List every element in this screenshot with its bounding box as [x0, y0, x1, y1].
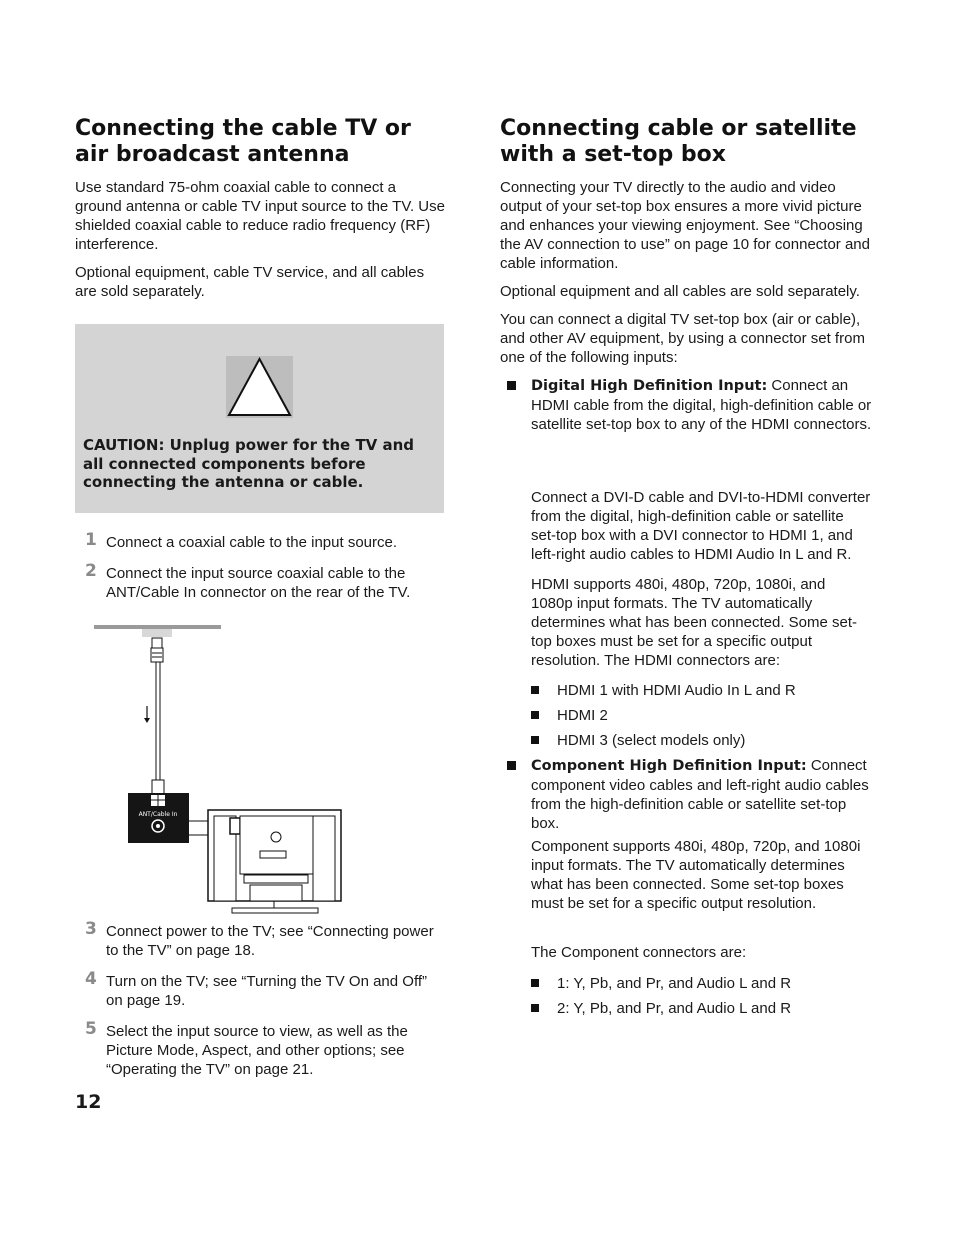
step-text: Connect a coaxial cable to the input source. — [106, 534, 398, 551]
hdmi-input-bullet — [507, 376, 875, 434]
page-number: 12 — [75, 1091, 102, 1113]
right-column — [500, 116, 872, 376]
step-text: Connect power to the TV; see “Connecting power to the TV” on page 18. — [106, 923, 434, 959]
component-connector-item: 1: Y, Pb, and Pr, and Audio L and R — [531, 974, 871, 993]
antenna-source-bar — [94, 625, 221, 629]
step-3 — [85, 919, 445, 960]
ant-cable-in-label: ANT/Cable In — [138, 811, 178, 818]
antenna-intro-paragraph: Use standard 75-ohm coaxial cable to connect a ground antenna or cable TV input source to the TV. Use shielded coaxial cable to reduce radio frequency (RF) interference. — [75, 179, 445, 253]
component-formats-paragraph: Component supports 480i, 480p, 720p, and 1080i input formats. The TV automatically determines what has been connected. Some set-top boxes must be set for a specific output resolution. — [531, 838, 861, 912]
step-2 — [85, 561, 445, 602]
coax-connector-bottom — [152, 780, 164, 794]
tv-rear-illustration — [208, 810, 341, 913]
hdmi-connector-item: HDMI 2 — [531, 706, 871, 725]
bullet-square-icon — [507, 761, 516, 770]
hdmi-dvi-paragraph: Connect a DVI-D cable and DVI-to-HDMI converter from the digital, high-definition cable or satellite set-top box with a DVI connector to HDMI 1, and left-right audio cables to HDMI Audio In L and R. — [531, 489, 871, 563]
antenna-connection-diagram — [90, 620, 350, 920]
hdmi-formats-paragraph: HDMI supports 480i, 480p, 720p, 1080i, and 1080p input formats. The TV automatically determines what has been connected. Some set-top boxes must be set for a specific output resolution. The HDMI connectors are: — [531, 576, 858, 669]
step-1 — [85, 530, 445, 552]
hdmi-input-label: Digital High Definition Input: — [531, 378, 768, 394]
warning-triangle-icon — [226, 356, 293, 418]
set-top-intro-paragraph: Connecting your TV directly to the audio and video output of your set-top box ensures a more vivid picture and enhances your viewing enjoyment. See “Choosing the AV connection to use” on page 10 for connector and cable information. — [500, 179, 870, 272]
hdmi-connector-item: HDMI 3 (select models only) — [531, 731, 871, 750]
step-number: 4 — [85, 969, 97, 989]
step-number: 3 — [85, 919, 97, 939]
bullet-square-icon — [507, 381, 516, 390]
step-text: Turn on the TV; see “Turning the TV On and Off” on page 19. — [106, 973, 427, 1009]
step-text: Connect the input source coaxial cable to the ANT/Cable In connector on the rear of the TV. — [106, 565, 411, 601]
bullet-square-icon — [531, 686, 539, 694]
step-text: Select the input source to view, as well as the Picture Mode, Aspect, and other options; see “Operating the TV” on page 21. — [106, 1023, 408, 1078]
coax-connector-top — [152, 638, 162, 648]
hdmi-input-text: Connect an HDMI cable from the digital, high-definition cable or satellite set-top box to any of the HDMI connectors. — [531, 377, 872, 433]
bullet-square-icon — [531, 736, 539, 744]
component-input-bullet — [507, 756, 875, 833]
component-input-text: Connect component video cables and left-right audio cables from the high-definition cable or satellite set-top box. — [531, 757, 869, 832]
step-4 — [85, 969, 445, 1010]
bullet-square-icon — [531, 979, 539, 987]
set-top-optional-paragraph: Optional equipment and all cables are sold separately. — [500, 283, 860, 300]
component-input-label: Component High Definition Input: — [531, 758, 807, 774]
step-5 — [85, 1019, 445, 1079]
bullet-square-icon — [531, 711, 539, 719]
antenna-optional-paragraph: Optional equipment, cable TV service, and all cables are sold separately. — [75, 264, 425, 300]
section-heading-set-top-box: Connecting cable or satellite with a set-top box — [500, 116, 857, 167]
step-number: 1 — [85, 530, 97, 550]
section-heading-antenna: Connecting the cable TV or air broadcast antenna — [75, 116, 411, 167]
component-connector-item: 2: Y, Pb, and Pr, and Audio L and R — [531, 999, 871, 1018]
set-top-inputs-paragraph: You can connect a digital TV set-top box (air or cable), and other AV equipment, by using a connector set from one of the following inputs: — [500, 311, 865, 366]
step-number: 2 — [85, 561, 97, 581]
bullet-square-icon — [531, 1004, 539, 1012]
left-column — [75, 116, 445, 310]
component-connectors-intro: The Component connectors are: — [531, 944, 747, 961]
wall-plate — [142, 629, 172, 637]
caution-text: CAUTION: Unplug power for the TV and all connected components before connecting the antenna or cable. — [83, 436, 415, 491]
step-number: 5 — [85, 1019, 97, 1039]
hdmi-connector-item: HDMI 1 with HDMI Audio In L and R — [531, 681, 871, 700]
caution-box — [75, 324, 444, 513]
